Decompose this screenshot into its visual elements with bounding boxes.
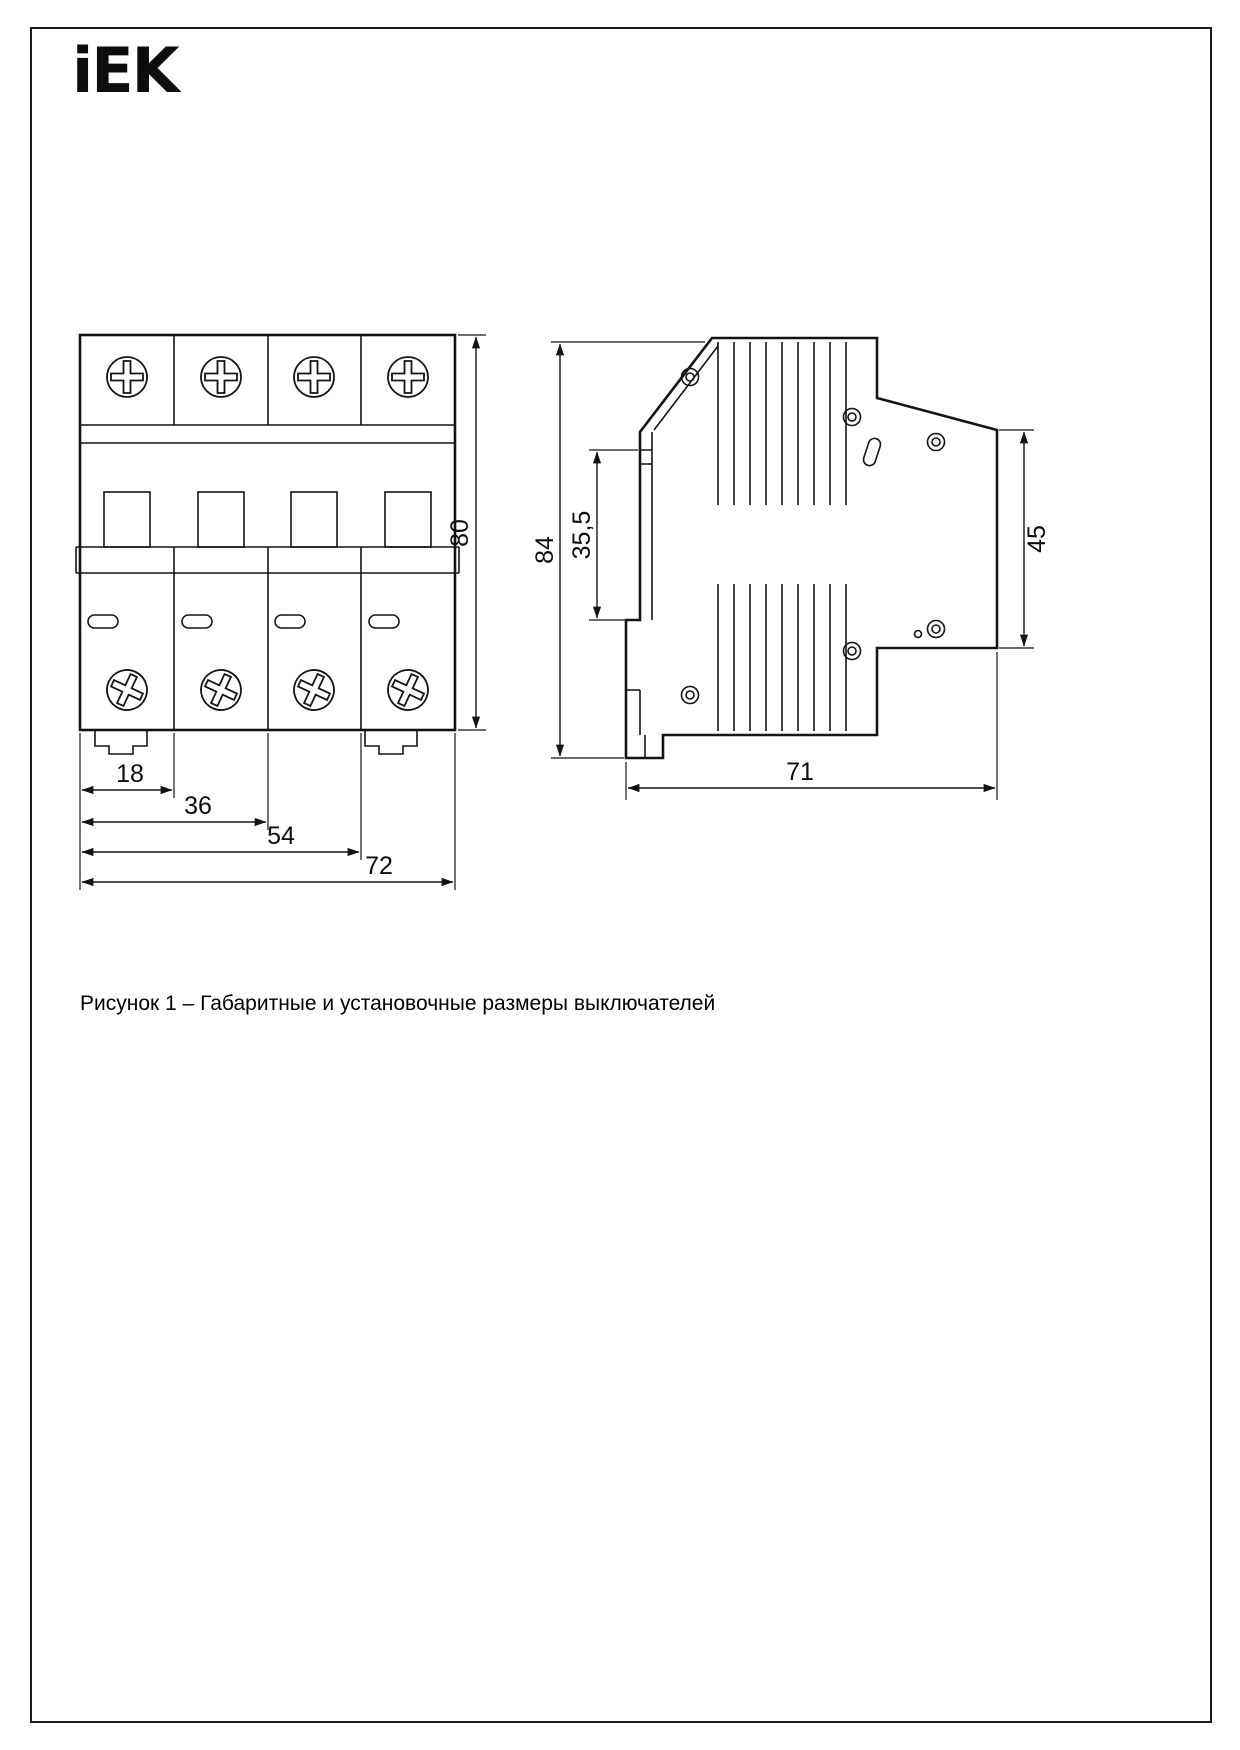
terminal-screw-top-1 [107,357,147,397]
dim-label-36: 36 [184,792,212,820]
face-step-lines [80,425,455,443]
terminal-screw-bottom-3 [287,663,340,716]
pin-hole [915,631,922,638]
rivet-6 [928,621,945,638]
dim-label-18: 18 [116,760,144,788]
toggle-bar [76,547,459,573]
side-slot [862,437,882,467]
cooling-fins-bottom [718,584,846,731]
toggle-handle-4 [385,492,431,547]
figure-caption: Рисунок 1 – Габаритные и установочные размеры выключателей [80,992,716,1015]
extension-lines-side [551,342,1034,800]
toggle-handle-2 [198,492,244,547]
label-window-3 [275,615,305,628]
front-view [76,335,459,754]
terminal-screw-top-2 [201,357,241,397]
dim-label-height-80: 80 [446,519,474,547]
din-rail-clips [95,730,417,754]
terminal-screw-top-3 [294,357,334,397]
label-window-4 [369,615,399,628]
dim-label-45: 45 [1023,525,1051,553]
front-dimensions [80,335,486,890]
terminal-screw-bottom-2 [194,663,247,716]
dim-label-72: 72 [365,852,393,880]
terminal-screw-top-4 [388,357,428,397]
toggle-handle-3 [291,492,337,547]
rivet-4 [682,687,699,704]
cooling-fins-top [718,342,846,505]
dim-label-71: 71 [786,758,814,786]
side-view [626,338,997,758]
rivet-3 [928,434,945,451]
extension-lines [80,335,486,890]
terminal-screw-bottom-4 [381,663,434,716]
dim-label-35-5: 35,5 [568,510,596,560]
toggle-handles [104,492,431,547]
label-window-2 [182,615,212,628]
dim-label-54: 54 [267,822,295,850]
dim-label-84: 84 [531,536,559,564]
label-windows [88,615,399,628]
terminal-screw-bottom-1 [100,663,153,716]
side-dimensions [531,342,1051,800]
toggle-handle-1 [104,492,150,547]
label-window-1 [88,615,118,628]
module-dividers-bottom [174,573,361,730]
brand-logo: iEK [72,34,178,107]
